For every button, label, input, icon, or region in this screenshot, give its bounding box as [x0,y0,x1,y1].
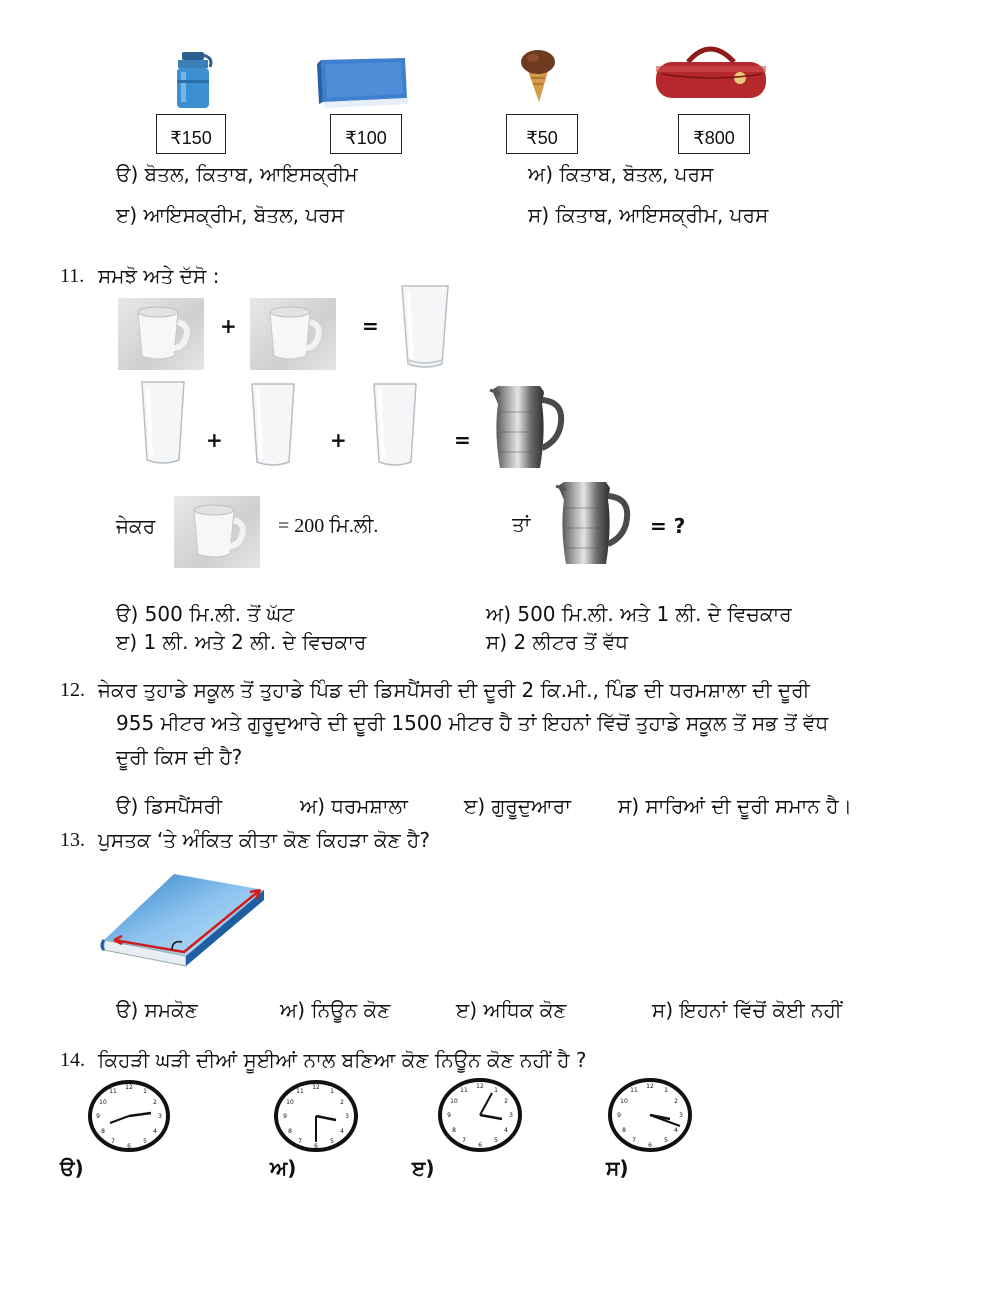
q11-title: ਸਮਝੋ ਅਤੇ ਦੱਸੋ : [98,264,220,288]
svg-text:1: 1 [143,1088,147,1095]
q11-option-b[interactable]: ਅ) 500 ਮਿ.ਲੀ. ਅਤੇ 1 ਲੀ. ਦੇ ਵਿਚਕਾਰ [486,602,792,626]
book-image [315,54,411,110]
q10-option-a[interactable]: ੳ) ਬੋਤਲ, ਕਿਤਾਬ, ਆਇਸਕ੍ਰੀਮ [116,162,358,186]
svg-text:4: 4 [153,1128,157,1135]
svg-text:10: 10 [286,1099,294,1106]
price-box-book: ₹100 [330,114,402,154]
q11-option-c[interactable]: ੲ) 1 ਲੀ. ਅਤੇ 2 ਲੀ. ਦੇ ਵਿਚਕਾਰ [116,630,367,654]
svg-text:11: 11 [460,1087,468,1094]
q10-option-b[interactable]: ਅ) ਕਿਤਾਬ, ਬੋਤਲ, ਪਰਸ [528,162,714,186]
svg-text:3: 3 [345,1113,349,1120]
price-box-icecream: ₹50 [506,114,578,154]
svg-text:12: 12 [476,1083,484,1090]
svg-text:12: 12 [125,1084,133,1091]
svg-text:10: 10 [450,1098,458,1105]
q13-option-d[interactable]: ਸ) ਇਹਨਾਂ ਵਿੱਚੋਂ ਕੋਈ ਨਹੀਂ [652,998,842,1022]
q13-option-a[interactable]: ੳ) ਸਮਕੋਣ [116,998,198,1022]
clock-image-c [438,1078,522,1152]
clock-label-b[interactable]: ਅ) [270,1156,297,1180]
jug-image [484,382,566,474]
svg-text:4: 4 [340,1128,344,1135]
svg-text:4: 4 [674,1127,678,1134]
price-box-bottle: ₹150 [156,114,226,154]
svg-text:3: 3 [158,1113,162,1120]
q12-option-c[interactable]: ੲ) ਗੁਰੂਦੁਆਰਾ [464,794,571,818]
q12-line1: ਜੇਕਰ ਤੁਹਾਡੇ ਸਕੂਲ ਤੋਂ ਤੁਹਾਡੇ ਪਿੰਡ ਦੀ ਡਿਸਪੈਂਸਰੀ ਦੀ ਦੂਰੀ 2 ਕਿ.ਮੀ., ਪਿੰਡ ਦੀ ਧਰਮਸ਼ਾਲਾ ਦੀ ਦੂਰੀ [98,678,810,702]
svg-text:3: 3 [679,1112,683,1119]
cup-image [118,298,204,370]
svg-text:8: 8 [622,1127,626,1134]
q12-line2: 955 ਮੀਟਰ ਅਤੇ ਗੁਰੂਦੁਆਰੇ ਦੀ ਦੂਰੀ 1500 ਮੀਟਰ ਹੈ ਤਾਂ ਇਹਨਾਂ ਵਿੱਚੋਂ ਤੁਹਾਡੇ ਸਕੂਲ ਤੋਂ ਸਭ ਤੋਂ ਵੱਧ [116,711,829,735]
marked-book-image [100,870,270,970]
clock-image-a [88,1080,170,1152]
svg-text:5: 5 [330,1138,334,1145]
svg-text:6: 6 [648,1142,652,1149]
svg-text:3: 3 [509,1112,513,1119]
bag-image [652,44,770,102]
svg-text:8: 8 [452,1127,456,1134]
clock-label-a[interactable]: ੳ) [60,1156,84,1180]
svg-text:7: 7 [111,1138,115,1145]
q13-option-c[interactable]: ੲ) ਅਧਿਕ ਕੋਣ [456,998,567,1022]
svg-text:7: 7 [632,1137,636,1144]
svg-text:5: 5 [494,1137,498,1144]
equals-sign: = [454,428,471,452]
svg-text:2: 2 [340,1099,344,1106]
glass-image [138,380,188,466]
svg-text:8: 8 [288,1128,292,1135]
svg-text:5: 5 [143,1138,147,1145]
q11-option-d[interactable]: ਸ) 2 ਲੀਟਰ ਤੋਂ ਵੱਧ [486,630,628,654]
q10-option-d[interactable]: ਸ) ਕਿਤਾਬ, ਆਇਸਕ੍ਰੀਮ, ਪਰਸ [528,203,769,227]
q12-option-b[interactable]: ਅ) ਧਰਮਸ਼ਾਲਾ [300,794,408,818]
equals-sign: = [362,314,379,338]
bottle-image [172,52,216,110]
q12-option-d[interactable]: ਸ) ਸਾਰਿਆਂ ਦੀ ਦੂਰੀ ਸਮਾਨ ਹੈ। [618,794,852,818]
q13-title: ਪੁਸਤਕ ‘ਤੇ ਅੰਕਿਤ ਕੀਤਾ ਕੋਣ ਕਿਹੜਾ ਕੋਣ ਹੈ? [98,828,430,852]
clock-image-b [274,1080,358,1152]
glass-image [398,284,452,370]
plus-sign: + [206,428,223,452]
svg-text:11: 11 [630,1087,638,1094]
svg-text:10: 10 [620,1098,628,1105]
svg-text:9: 9 [96,1113,100,1120]
price-box-bag: ₹800 [678,114,750,154]
clock-label-c[interactable]: ੲ) [412,1156,435,1180]
svg-text:11: 11 [296,1088,304,1095]
svg-text:8: 8 [101,1128,105,1135]
cup-image [250,298,336,370]
glass-image [370,382,420,468]
svg-text:9: 9 [447,1112,451,1119]
svg-text:6: 6 [314,1143,318,1150]
q12-line3: ਦੂਰੀ ਕਿਸ ਦੀ ਹੈ? [116,745,243,769]
svg-text:5: 5 [664,1137,668,1144]
plus-sign: + [220,314,237,338]
q10-option-c[interactable]: ੲ) ਆਇਸਕ੍ਰੀਮ, ਬੋਤਲ, ਪਰਸ [116,203,345,227]
svg-text:4: 4 [504,1127,508,1134]
svg-text:2: 2 [153,1099,157,1106]
q14-title: ਕਿਹੜੀ ਘੜੀ ਦੀਆਂ ਸੂਈਆਂ ਨਾਲ ਬਣਿਆ ਕੋਣ ਨਿਊਨ ਕੋਣ ਨਹੀਂ ਹੈ ? [98,1048,587,1072]
q12-number: 12. [60,679,85,701]
svg-text:12: 12 [312,1084,320,1091]
clock-label-d[interactable]: ਸ) [606,1156,629,1180]
svg-text:9: 9 [617,1112,621,1119]
icecream-image [515,44,561,104]
svg-text:10: 10 [99,1099,107,1106]
q13-option-b[interactable]: ਅ) ਨਿਊਨ ਕੋਣ [280,998,391,1022]
q11-number: 11. [60,265,85,287]
svg-text:11: 11 [109,1088,117,1095]
glass-image [248,382,298,468]
svg-text:1: 1 [664,1087,668,1094]
if-label: ਜੇਕਰ [116,514,156,538]
svg-text:12: 12 [646,1083,654,1090]
svg-text:1: 1 [494,1087,498,1094]
svg-text:2: 2 [504,1098,508,1105]
jug-image [550,478,632,570]
cup-value: = 200 ਮਿ.ਲੀ. [278,515,379,537]
svg-text:7: 7 [298,1138,302,1145]
svg-text:2: 2 [674,1098,678,1105]
q12-option-a[interactable]: ੳ) ਡਿਸਪੈਂਸਰੀ [116,794,223,818]
clock-image-d [608,1078,692,1152]
then-label: ਤਾਂ [512,512,531,536]
plus-sign: + [330,428,347,452]
svg-text:9: 9 [283,1113,287,1120]
svg-text:6: 6 [127,1143,131,1150]
q13-number: 13. [60,829,85,851]
q14-number: 14. [60,1049,85,1071]
svg-text:1: 1 [330,1088,334,1095]
q11-option-a[interactable]: ੳ) 500 ਮਿ.ਲੀ. ਤੋਂ ਘੱਟ [116,602,295,626]
svg-text:6: 6 [478,1142,482,1149]
svg-text:7: 7 [462,1137,466,1144]
cup-image [174,496,260,568]
question-mark: = ? [650,514,686,538]
